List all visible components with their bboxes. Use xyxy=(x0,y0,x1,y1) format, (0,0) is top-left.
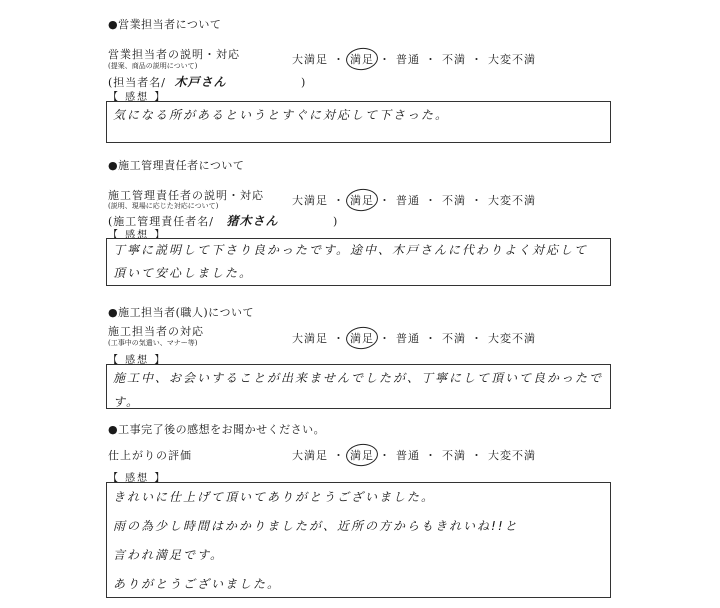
impressions-line: 雨の為少し時間はかかりましたが、近所の方からもきれいね!!と xyxy=(113,519,519,533)
separator: ・ xyxy=(425,449,437,462)
rating-option-very-dissatisfied[interactable]: 大変不満 xyxy=(488,194,536,207)
section-heading-craftsman: ●施工担当者(職人)について xyxy=(108,306,254,319)
impressions-box-craftsman[interactable] xyxy=(106,364,611,409)
name-suffix: ) xyxy=(333,215,339,228)
separator: ・ xyxy=(333,194,345,207)
separator: ・ xyxy=(471,194,483,207)
sales-name-value: 木戸さん xyxy=(174,75,227,89)
impressions-box-completion[interactable] xyxy=(106,482,611,598)
impressions-label: 【 感想 】 xyxy=(108,473,167,484)
rating-option-very-dissatisfied[interactable]: 大変不満 xyxy=(488,449,536,462)
rating-option-very-satisfied[interactable]: 大満足 xyxy=(292,332,328,345)
separator: ・ xyxy=(471,53,483,66)
section-heading-sales: ●営業担当者について xyxy=(108,18,222,31)
impressions-line: 施工中、お会いすることが出来ませんでしたが、丁寧にして頂いて良かったです。 xyxy=(113,371,604,409)
separator: ・ xyxy=(333,53,345,66)
separator: ・ xyxy=(379,53,391,66)
craftsman-label: 施工担当者の対応 xyxy=(108,325,204,338)
rating-option-satisfied[interactable]: 満足 xyxy=(350,449,374,462)
rating-option-dissatisfied[interactable]: 不満 xyxy=(442,449,466,462)
separator: ・ xyxy=(379,194,391,207)
rating-manager xyxy=(292,192,536,208)
separator: ・ xyxy=(425,53,437,66)
separator: ・ xyxy=(333,332,345,345)
rating-option-normal[interactable]: 普通 xyxy=(396,194,420,207)
impressions-box-sales[interactable] xyxy=(106,101,611,143)
separator: ・ xyxy=(379,449,391,462)
impressions-label: 【 感想 】 xyxy=(108,355,167,366)
rating-option-normal[interactable]: 普通 xyxy=(396,332,420,345)
separator: ・ xyxy=(333,449,345,462)
rating-option-very-satisfied[interactable]: 大満足 xyxy=(292,449,328,462)
section-heading-completion: ●工事完了後の感想をお聞かせください。 xyxy=(108,423,326,436)
rating-option-satisfied[interactable]: 満足 xyxy=(350,53,374,66)
separator: ・ xyxy=(425,332,437,345)
rating-option-very-dissatisfied[interactable]: 大変不満 xyxy=(488,53,536,66)
rating-sales xyxy=(292,51,536,67)
rating-option-dissatisfied[interactable]: 不満 xyxy=(442,194,466,207)
section-heading-construction-manager: ●施工管理責任者について xyxy=(108,159,245,172)
rating-finish xyxy=(292,447,536,463)
separator: ・ xyxy=(471,449,483,462)
name-prefix: (担当者名/ xyxy=(108,76,166,89)
impressions-line: 言われ満足です。 xyxy=(113,548,225,562)
separator: ・ xyxy=(471,332,483,345)
rating-option-satisfied[interactable]: 満足 xyxy=(350,194,374,207)
manager-label: 施工管理責任者の説明・対応 xyxy=(108,189,264,202)
rating-option-normal[interactable]: 普通 xyxy=(396,449,420,462)
rating-option-satisfied[interactable]: 満足 xyxy=(350,332,374,345)
rating-option-very-satisfied[interactable]: 大満足 xyxy=(292,53,328,66)
separator: ・ xyxy=(425,194,437,207)
name-suffix: ) xyxy=(301,76,307,89)
finish-label: 仕上がりの評価 xyxy=(108,449,192,462)
name-prefix: (施工管理責任者名/ xyxy=(108,215,214,228)
rating-option-normal[interactable]: 普通 xyxy=(396,53,420,66)
rating-option-dissatisfied[interactable]: 不満 xyxy=(442,332,466,345)
impressions-line: 気になる所があるというとすぐに対応して下さった。 xyxy=(113,108,450,122)
manager-sublabel: (説明、現場に応じた対応について) xyxy=(108,202,219,210)
sales-label: 営業担当者の説明・対応 xyxy=(108,48,240,61)
impressions-label: 【 感想 】 xyxy=(108,92,167,103)
separator: ・ xyxy=(379,332,391,345)
rating-option-very-dissatisfied[interactable]: 大変不満 xyxy=(488,332,536,345)
impressions-line: きれいに仕上げて頂いてありがとうございました。 xyxy=(113,490,436,504)
rating-option-very-satisfied[interactable]: 大満足 xyxy=(292,194,328,207)
rating-craftsman xyxy=(292,330,536,346)
impressions-box-manager[interactable] xyxy=(106,238,611,286)
impressions-label: 【 感想 】 xyxy=(108,230,167,241)
rating-option-dissatisfied[interactable]: 不満 xyxy=(442,53,466,66)
impressions-line: 頂いて安心しました。 xyxy=(113,266,254,280)
impressions-line: 丁寧に説明して下さり良かったです。途中、木戸さんに代わりよく対応して xyxy=(113,243,589,257)
manager-name-value: 猪木さん xyxy=(226,214,279,228)
craftsman-sublabel: (工事中の気遣い、マナー等) xyxy=(108,339,198,347)
impressions-line: ありがとうございました。 xyxy=(113,577,282,591)
sales-sublabel: (提案、商品の説明について) xyxy=(108,62,198,70)
